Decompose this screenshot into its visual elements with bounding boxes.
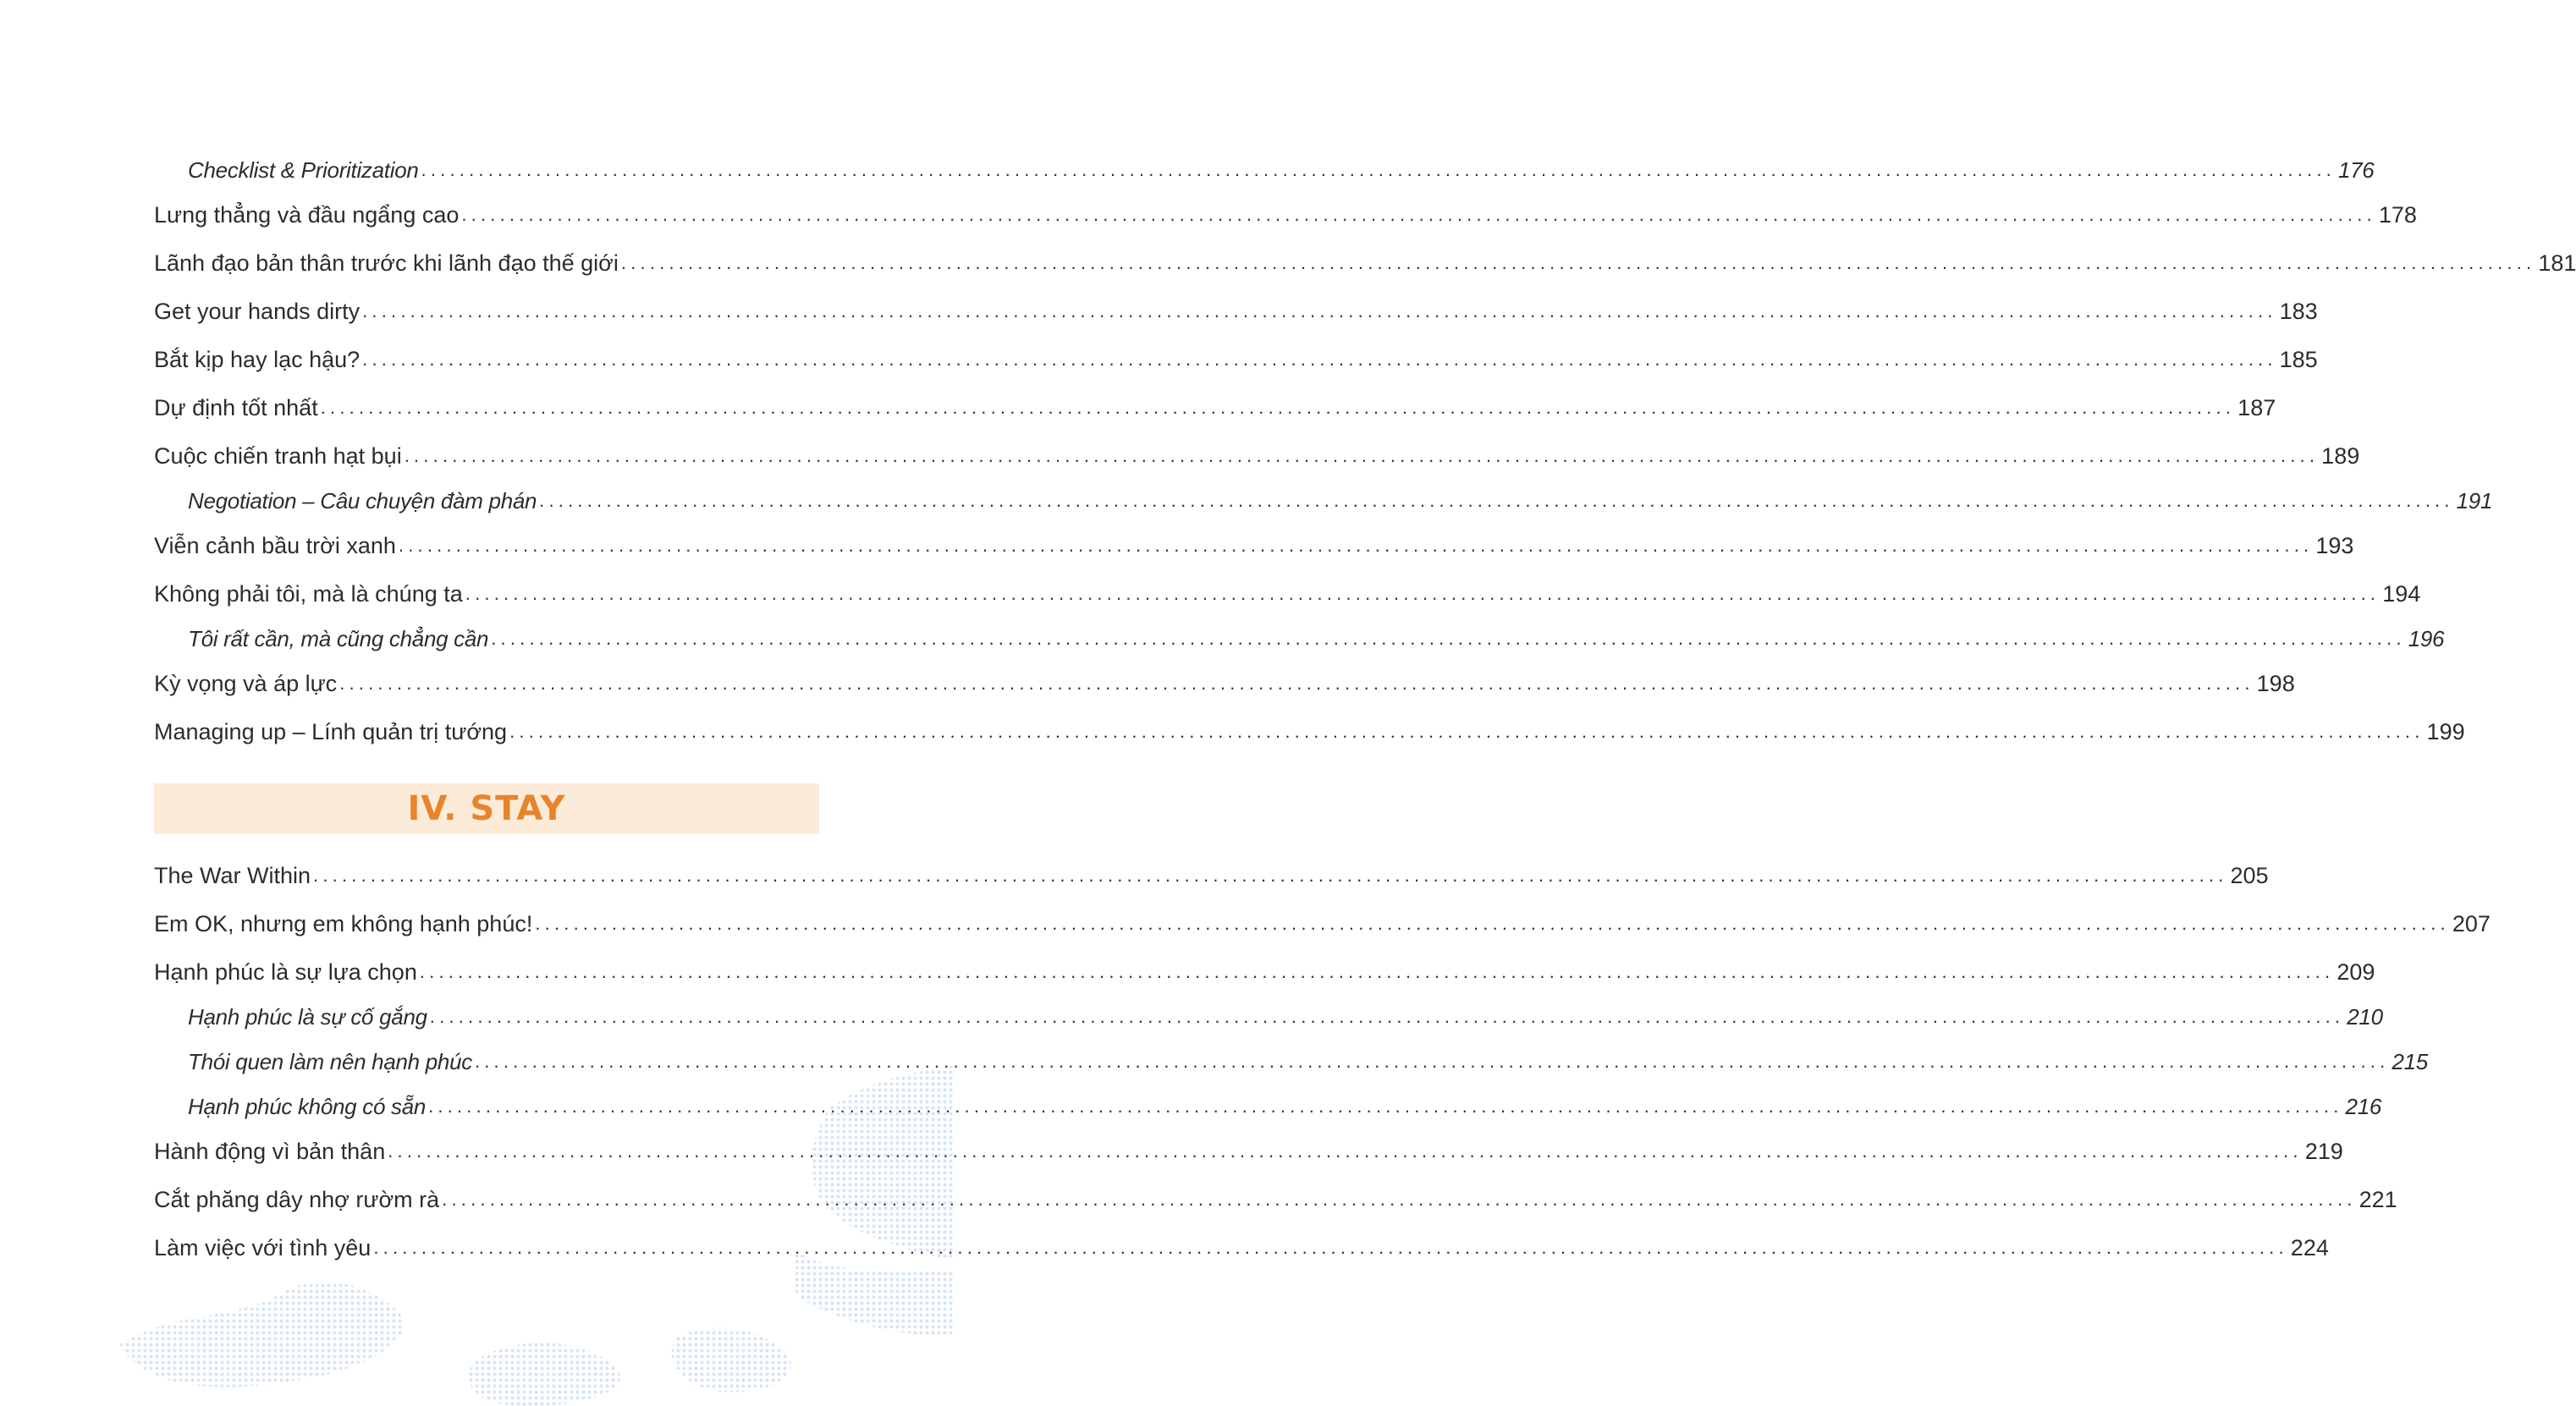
- dot-leader: ........................................................................................................................................................................................................: [429, 1006, 2345, 1027]
- toc-entry-page-number: 181: [2538, 250, 2576, 276]
- toc-entry-page-number: 193: [2315, 533, 2354, 558]
- toc-entry[interactable]: [188, 1042, 2428, 1076]
- toc-entry[interactable]: [188, 151, 2375, 184]
- toc-entry-title: Bắt kịp hay lạc hậu?: [154, 347, 361, 372]
- toc-entry[interactable]: [154, 574, 2421, 608]
- toc-entry-title: Checklist & Prioritization: [188, 157, 419, 183]
- toc-entry-page-number: 215: [2392, 1049, 2428, 1074]
- toc-entry[interactable]: [188, 1087, 2382, 1121]
- dot-leader: ........................................................................................................................................................................................................: [404, 445, 2320, 466]
- dot-leader: ........................................................................................................................................................................................................: [398, 535, 2314, 556]
- dot-leader: ........................................................................................................................................................................................................: [388, 1140, 2303, 1162]
- toc-entry[interactable]: [154, 388, 2276, 422]
- toc-entry-title: Lưng thẳng và đầu ngẩng cao: [154, 202, 460, 228]
- toc-entry-title: Hành động vì bản thân: [154, 1139, 386, 1164]
- toc-entry[interactable]: [154, 1132, 2343, 1166]
- toc-entry-title: Thói quen làm nên hạnh phúc: [188, 1049, 472, 1074]
- dot-leader: ........................................................................................................................................................................................................: [339, 673, 2254, 694]
- toc-entry-title: Negotiation – Câu chuyện đàm phán: [188, 488, 537, 514]
- toc-entry[interactable]: [154, 437, 2360, 470]
- toc-entry-page-number: 199: [2426, 719, 2465, 744]
- toc-entry[interactable]: [154, 664, 2295, 698]
- toc-entry-title: Không phải tôi, mà là chúng ta: [154, 581, 463, 607]
- toc-entry[interactable]: [154, 856, 2269, 890]
- toc-entry-page-number: 198: [2256, 671, 2295, 696]
- dot-leader: ........................................................................................................................................................................................................: [509, 721, 2425, 742]
- dot-leader: ........................................................................................................................................................................................................: [461, 204, 2376, 225]
- toc-entry-page-number: 176: [2337, 157, 2375, 183]
- dot-leader: ........................................................................................................................................................................................................: [320, 397, 2236, 418]
- toc-entry-title: Hạnh phúc không có sẵn: [188, 1094, 427, 1119]
- toc-entry-page-number: 216: [2345, 1094, 2382, 1119]
- toc-entry[interactable]: [154, 1180, 2397, 1214]
- toc-entry-title: Viễn cảnh bầu trời xanh: [154, 533, 396, 558]
- dot-leader: ........................................................................................................................................................................................................: [620, 252, 2536, 273]
- section-title: IV. STAY: [407, 789, 566, 828]
- dot-leader: ........................................................................................................................................................................................................: [373, 1237, 2288, 1258]
- toc-entry-title: Tôi rất cần, mà cũng chẳng cần: [188, 626, 489, 651]
- toc-entry[interactable]: [154, 953, 2375, 986]
- toc-entry-page-number: 187: [2237, 395, 2276, 420]
- toc-entry-title: Em OK, nhưng em không hạnh phúc!: [154, 911, 533, 936]
- toc-entry-page-number: 221: [2359, 1187, 2397, 1212]
- toc-entry-page-number: 196: [2408, 626, 2445, 651]
- toc-entry[interactable]: [188, 619, 2445, 653]
- dot-leader: ........................................................................................................................................................................................................: [442, 1189, 2357, 1210]
- dot-leader: ........................................................................................................................................................................................................: [465, 583, 2381, 604]
- toc-entry[interactable]: [154, 195, 2417, 229]
- toc-entry[interactable]: [154, 340, 2318, 374]
- dot-leader: ........................................................................................................................................................................................................: [491, 628, 2406, 649]
- toc-entry-title: Cuộc chiến tranh hạt bụi: [154, 443, 402, 469]
- toc-entry-page-number: 224: [2290, 1235, 2329, 1260]
- dot-leader: ........................................................................................................................................................................................................: [474, 1051, 2390, 1072]
- dot-leader: ........................................................................................................................................................................................................: [362, 300, 2277, 321]
- toc-entry-title: The War Within: [154, 863, 311, 888]
- dot-leader: ........................................................................................................................................................................................................: [539, 490, 2454, 511]
- toc-entry[interactable]: [154, 1228, 2329, 1262]
- toc-entry-title: Lãnh đạo bản thân trước khi lãnh đạo thế giới: [154, 250, 619, 276]
- toc-entry[interactable]: [154, 292, 2318, 326]
- dot-leader: ........................................................................................................................................................................................................: [535, 913, 2450, 934]
- toc-entry-page-number: 205: [2230, 863, 2269, 888]
- toc-entry-page-number: 191: [2456, 488, 2493, 514]
- toc-entry-page-number: 219: [2304, 1139, 2343, 1164]
- toc-entry[interactable]: [154, 244, 2576, 277]
- dot-leader: ........................................................................................................................................................................................................: [428, 1096, 2343, 1117]
- dot-leader: ........................................................................................................................................................................................................: [421, 159, 2336, 180]
- toc-entry-page-number: 207: [2452, 911, 2491, 936]
- toc-entry-page-number: 209: [2337, 959, 2375, 985]
- toc-entry[interactable]: [154, 712, 2465, 746]
- toc-entry-page-number: 189: [2321, 443, 2360, 469]
- toc-entry-page-number: 183: [2279, 299, 2318, 324]
- toc-entry-page-number: 194: [2382, 581, 2421, 607]
- dot-leader: ........................................................................................................................................................................................................: [419, 961, 2335, 982]
- toc-entry-page-number: 185: [2279, 347, 2318, 372]
- toc-entry-title: Dự định tốt nhất: [154, 395, 318, 420]
- dot-leader: ........................................................................................................................................................................................................: [362, 349, 2277, 370]
- toc-entry-title: Làm việc với tình yêu: [154, 1235, 372, 1260]
- dot-leader: ........................................................................................................................................................................................................: [313, 865, 2228, 886]
- toc-entry[interactable]: [154, 904, 2491, 938]
- toc-entry-title: Kỳ vọng và áp lực: [154, 671, 338, 696]
- toc-entry-title: Cắt phăng dây nhợ rườm rà: [154, 1187, 440, 1212]
- toc-entry[interactable]: [188, 997, 2383, 1031]
- toc-entry-page-number: 210: [2347, 1004, 2383, 1030]
- toc-entry-title: Hạnh phúc là sự lựa chọn: [154, 959, 417, 985]
- toc-entry-title: Get your hands dirty: [154, 299, 361, 324]
- toc-entry-title: Hạnh phúc là sự cố gắng: [188, 1004, 427, 1030]
- toc-entry-page-number: 178: [2378, 202, 2417, 228]
- section-banner: [154, 783, 819, 834]
- toc-entry[interactable]: [154, 526, 2354, 560]
- toc-entry-title: Managing up – Lính quản trị tướng: [154, 719, 508, 744]
- toc-entry[interactable]: [188, 481, 2493, 515]
